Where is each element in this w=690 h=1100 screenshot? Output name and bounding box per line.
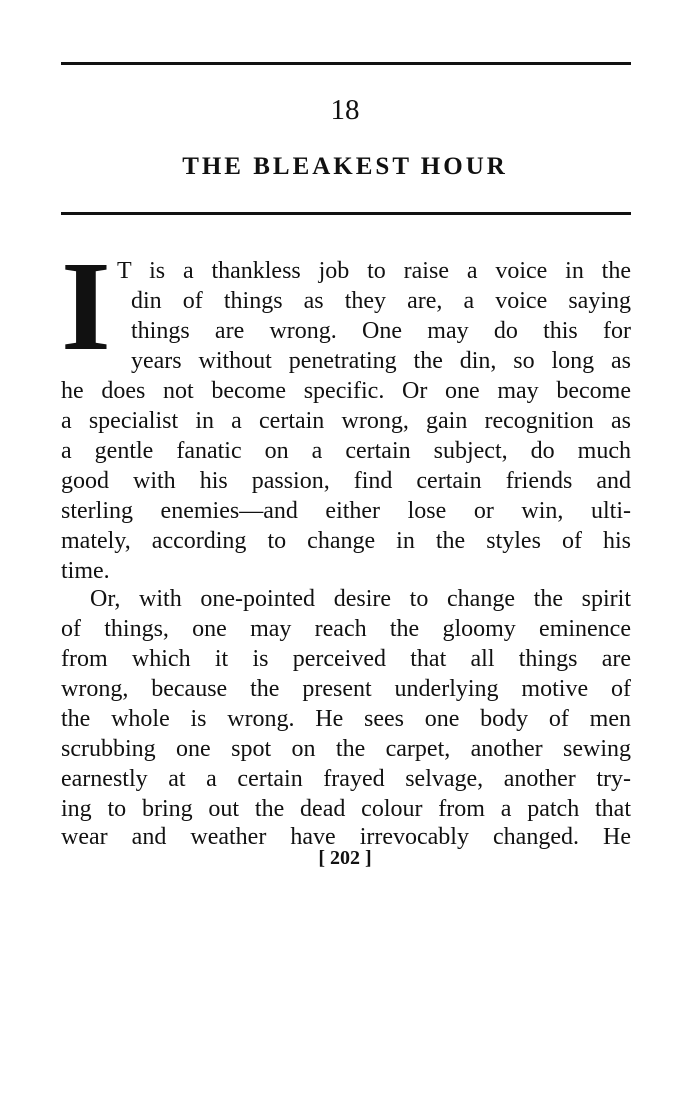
text-line: of things, one may reach the gloomy eminence bbox=[61, 616, 631, 642]
text-line: din of things as they are, a voice saying bbox=[131, 288, 631, 314]
text-line: good with his passion, find certain friends and bbox=[61, 468, 631, 494]
text-line: wear and weather have irrevocably changed. He bbox=[61, 824, 631, 850]
text-line: a gentle fanatic on a certain subject, do much bbox=[61, 438, 631, 464]
text-line: sterling enemies—and either lose or win, ulti- bbox=[61, 498, 631, 524]
text-line: time. bbox=[61, 558, 110, 584]
drop-cap: I bbox=[61, 235, 111, 377]
text-line: mately, according to change in the styles of his bbox=[61, 528, 631, 554]
chapter-title: THE BLEAKEST HOUR bbox=[182, 153, 508, 180]
text-line: years without penetrating the din, so long as bbox=[131, 348, 631, 374]
text-line: scrubbing one spot on the carpet, another sewing bbox=[61, 736, 631, 762]
text-line: wrong, because the present underlying motive of bbox=[61, 676, 631, 702]
text-line: earnestly at a certain frayed selvage, another try- bbox=[61, 766, 631, 792]
text-line: Or, with one-pointed desire to change the spirit bbox=[90, 586, 631, 612]
text-line: from which it is perceived that all things are bbox=[61, 646, 631, 672]
text-line: a specialist in a certain wrong, gain recognition as bbox=[61, 408, 631, 434]
top-rule bbox=[61, 62, 631, 65]
bottom-rule bbox=[61, 212, 631, 215]
page-number: [ 202 ] bbox=[318, 847, 372, 869]
text-line: he does not become specific. Or one may become bbox=[61, 378, 631, 404]
text-line: ing to bring out the dead colour from a patch that bbox=[61, 796, 631, 822]
text-line: things are wrong. One may do this for bbox=[131, 318, 631, 344]
chapter-number: 18 bbox=[330, 94, 360, 126]
text-line: the whole is wrong. He sees one body of men bbox=[61, 706, 631, 732]
text-line: T is a thankless job to raise a voice in the bbox=[117, 258, 631, 284]
